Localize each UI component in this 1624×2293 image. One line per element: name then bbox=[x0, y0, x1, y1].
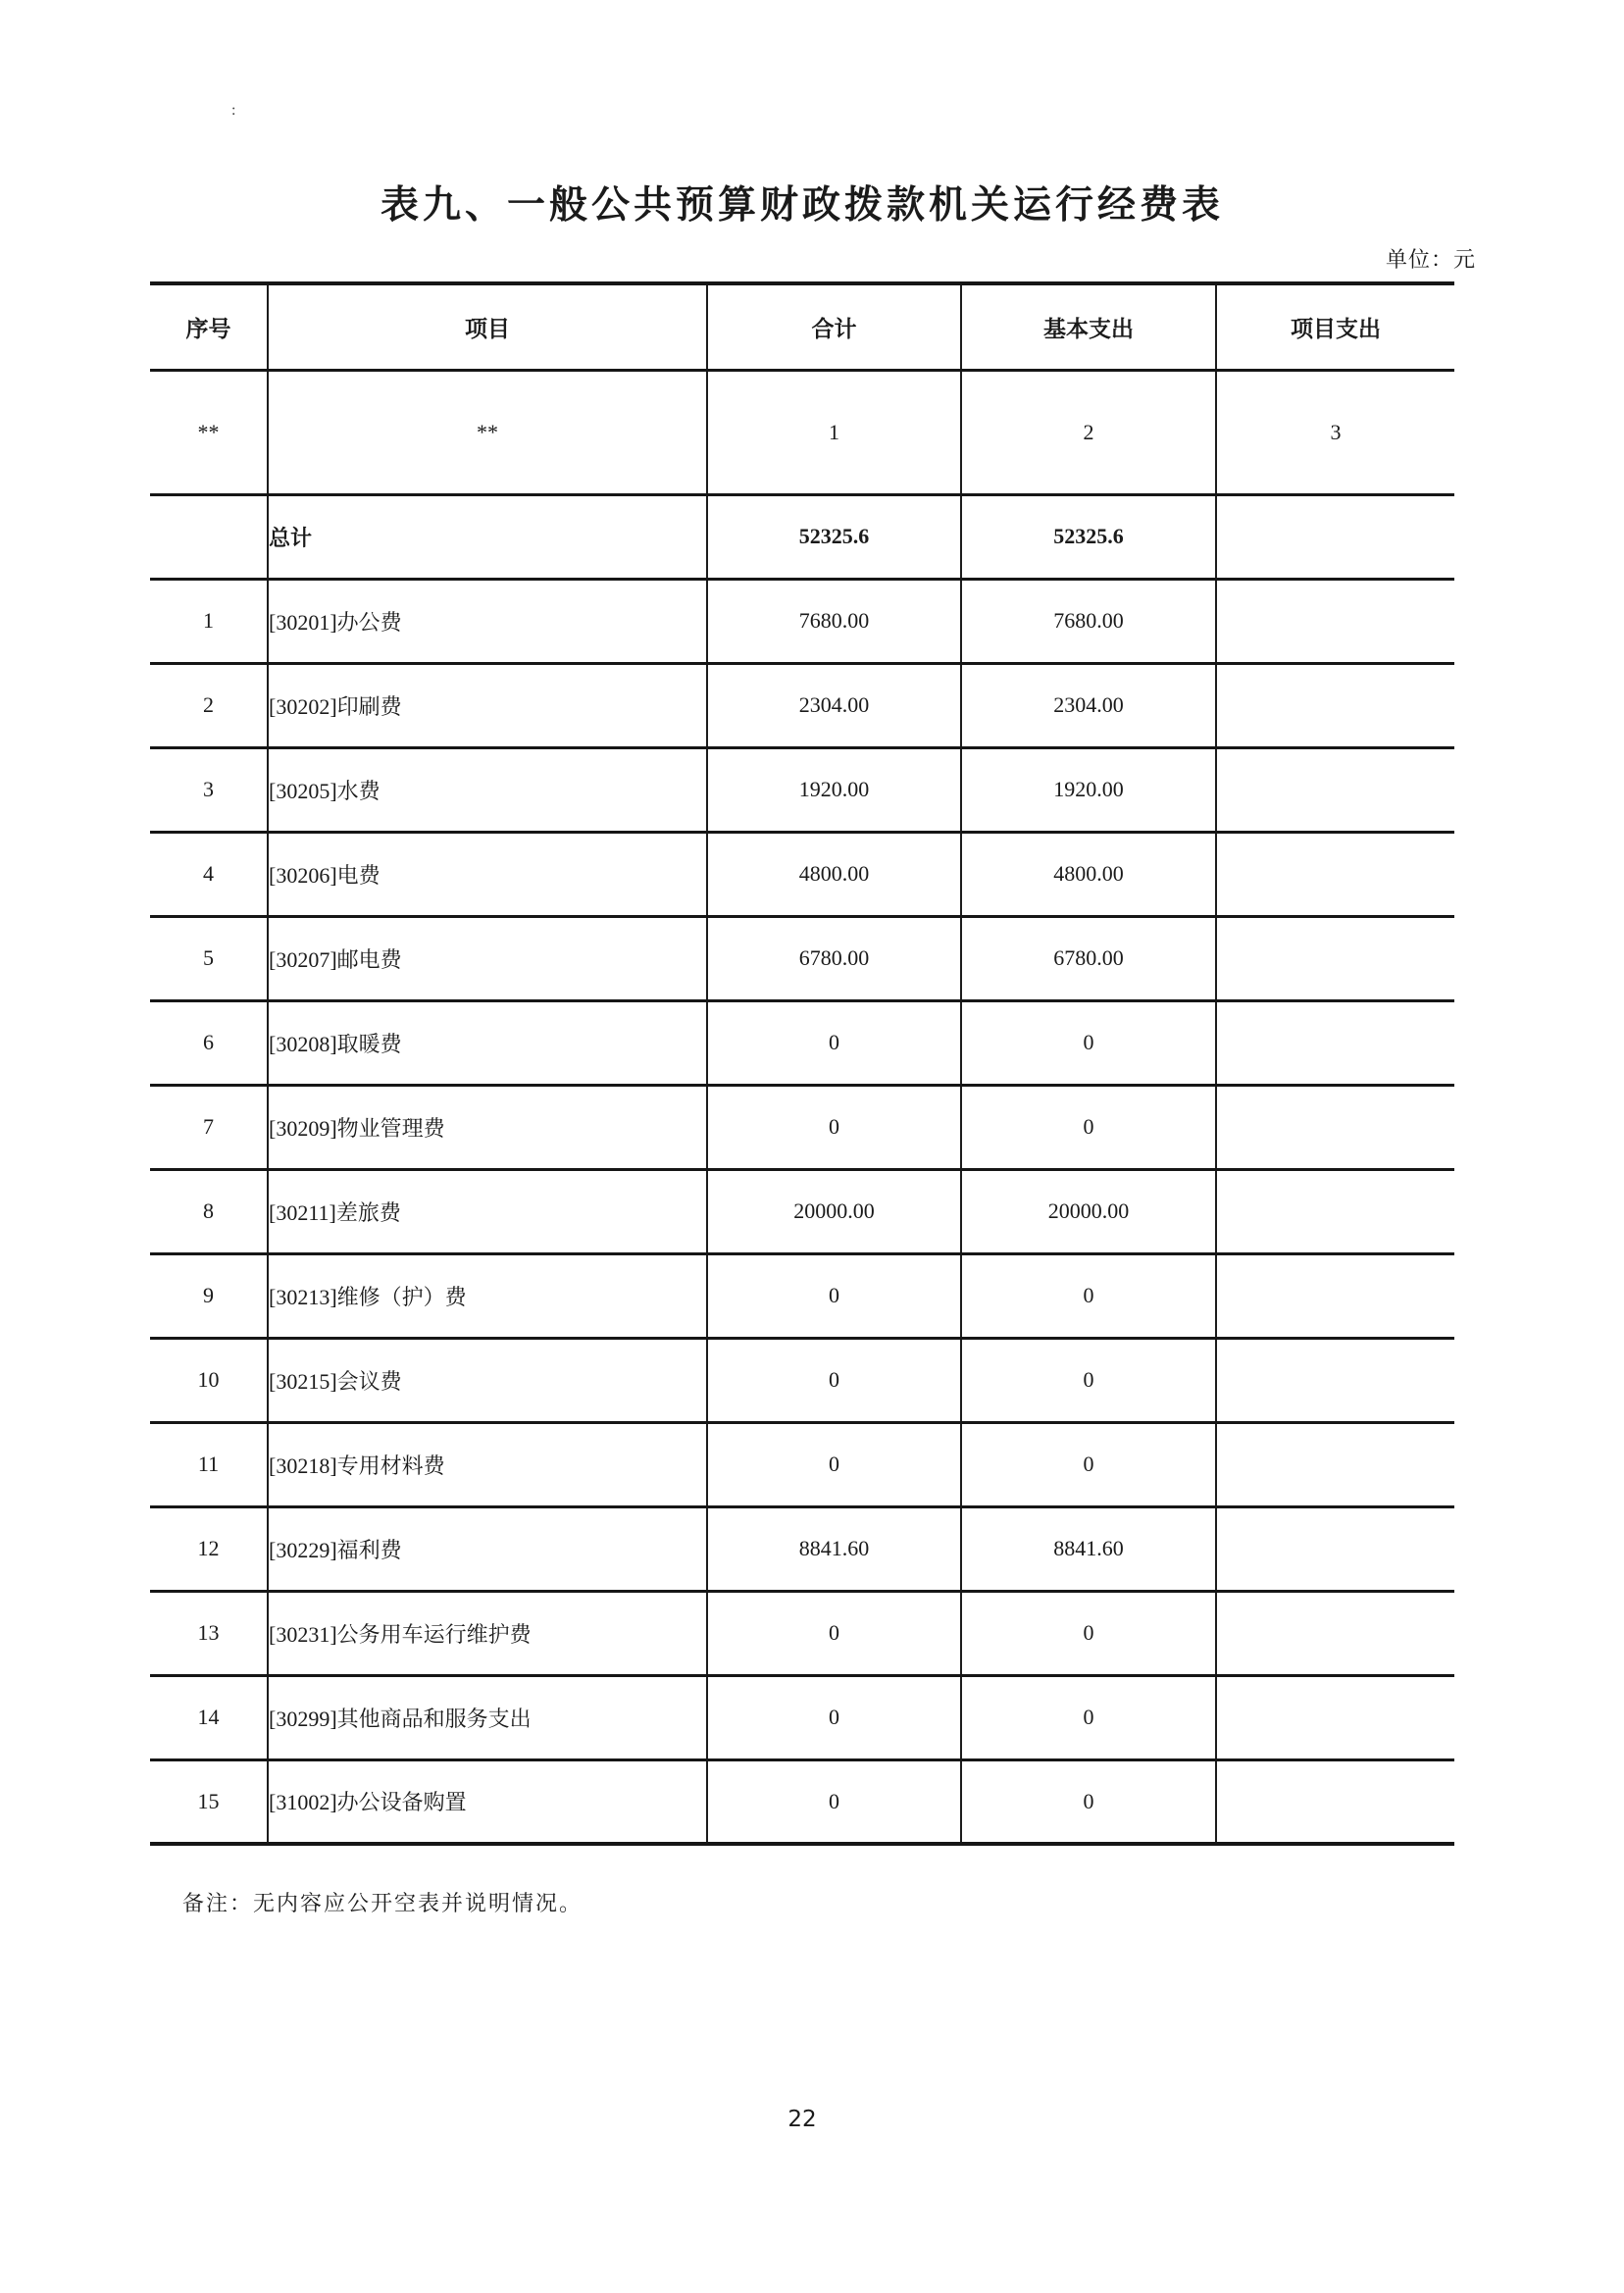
code-cell: ** bbox=[268, 370, 707, 494]
seq-cell: 12 bbox=[150, 1506, 268, 1591]
item-cell: [30299]其他商品和服务支出 bbox=[268, 1675, 707, 1759]
page-title: 表九、一般公共预算财政拨款机关运行经费表 bbox=[380, 184, 1224, 227]
item-cell: [31002]办公设备购置 bbox=[268, 1759, 707, 1844]
item-cell: 总计 bbox=[268, 494, 707, 579]
seq-cell: 4 bbox=[150, 832, 268, 916]
project-cell bbox=[1216, 1000, 1454, 1085]
seq-cell: 6 bbox=[150, 1000, 268, 1085]
total-cell: 0 bbox=[707, 1000, 961, 1085]
basic-cell: 4800.00 bbox=[961, 832, 1216, 916]
table-header-row bbox=[150, 283, 1454, 370]
total-cell: 0 bbox=[707, 1759, 961, 1844]
scan-artifact: : bbox=[231, 102, 236, 119]
basic-cell: 2304.00 bbox=[961, 663, 1216, 747]
table-row bbox=[150, 1675, 1454, 1759]
total-cell: 0 bbox=[707, 1675, 961, 1759]
project-cell bbox=[1216, 494, 1454, 579]
project-cell bbox=[1216, 579, 1454, 663]
basic-cell: 0 bbox=[961, 1675, 1216, 1759]
seq-cell: 15 bbox=[150, 1759, 268, 1844]
table-row bbox=[150, 494, 1454, 579]
item-cell: [30231]公务用车运行维护费 bbox=[268, 1591, 707, 1675]
seq-cell: 5 bbox=[150, 916, 268, 1000]
column-code-row bbox=[150, 370, 1454, 494]
table-row bbox=[150, 1338, 1454, 1422]
basic-cell: 0 bbox=[961, 1422, 1216, 1506]
table-row bbox=[150, 1506, 1454, 1591]
seq-cell: 11 bbox=[150, 1422, 268, 1506]
total-cell: 2304.00 bbox=[707, 663, 961, 747]
item-cell: [30229]福利费 bbox=[268, 1506, 707, 1591]
table-row bbox=[150, 579, 1454, 663]
total-cell: 0 bbox=[707, 1085, 961, 1169]
code-cell: 2 bbox=[961, 370, 1216, 494]
seq-cell: 2 bbox=[150, 663, 268, 747]
basic-cell: 1920.00 bbox=[961, 747, 1216, 832]
project-cell bbox=[1216, 1085, 1454, 1169]
item-cell: [30208]取暖费 bbox=[268, 1000, 707, 1085]
item-cell: [30206]电费 bbox=[268, 832, 707, 916]
item-cell: [30215]会议费 bbox=[268, 1338, 707, 1422]
total-cell: 0 bbox=[707, 1253, 961, 1338]
total-cell: 7680.00 bbox=[707, 579, 961, 663]
project-cell bbox=[1216, 1591, 1454, 1675]
basic-cell: 0 bbox=[961, 1085, 1216, 1169]
table-row bbox=[150, 1253, 1454, 1338]
item-cell: [30201]办公费 bbox=[268, 579, 707, 663]
column-header-item: 项目 bbox=[268, 283, 707, 370]
basic-cell: 0 bbox=[961, 1591, 1216, 1675]
table-row bbox=[150, 1169, 1454, 1253]
basic-cell: 0 bbox=[961, 1759, 1216, 1844]
basic-cell: 8841.60 bbox=[961, 1506, 1216, 1591]
total-cell: 20000.00 bbox=[707, 1169, 961, 1253]
code-cell: 3 bbox=[1216, 370, 1454, 494]
total-cell: 1920.00 bbox=[707, 747, 961, 832]
table-row bbox=[150, 916, 1454, 1000]
table-row bbox=[150, 1591, 1454, 1675]
project-cell bbox=[1216, 663, 1454, 747]
seq-cell: 3 bbox=[150, 747, 268, 832]
project-cell bbox=[1216, 1422, 1454, 1506]
total-cell: 4800.00 bbox=[707, 832, 961, 916]
basic-cell: 0 bbox=[961, 1253, 1216, 1338]
project-cell bbox=[1216, 747, 1454, 832]
item-cell: [30213]维修（护）费 bbox=[268, 1253, 707, 1338]
expense-table bbox=[150, 281, 1454, 1846]
seq-cell: 9 bbox=[150, 1253, 268, 1338]
column-header-total: 合计 bbox=[707, 283, 961, 370]
project-cell bbox=[1216, 1169, 1454, 1253]
total-cell: 0 bbox=[707, 1338, 961, 1422]
code-cell: 1 bbox=[707, 370, 961, 494]
project-cell bbox=[1216, 1675, 1454, 1759]
table-row bbox=[150, 1085, 1454, 1169]
item-cell: [30209]物业管理费 bbox=[268, 1085, 707, 1169]
seq-cell: 13 bbox=[150, 1591, 268, 1675]
project-cell bbox=[1216, 832, 1454, 916]
item-cell: [30202]印刷费 bbox=[268, 663, 707, 747]
code-cell: ** bbox=[150, 370, 268, 494]
table-row bbox=[150, 747, 1454, 832]
basic-cell: 52325.6 bbox=[961, 494, 1216, 579]
table-row bbox=[150, 663, 1454, 747]
seq-cell bbox=[150, 494, 268, 579]
total-cell: 0 bbox=[707, 1591, 961, 1675]
seq-cell: 1 bbox=[150, 579, 268, 663]
project-cell bbox=[1216, 1759, 1454, 1844]
total-cell: 0 bbox=[707, 1422, 961, 1506]
project-cell bbox=[1216, 1506, 1454, 1591]
table-row bbox=[150, 1422, 1454, 1506]
column-header-seq: 序号 bbox=[150, 283, 268, 370]
total-cell: 52325.6 bbox=[707, 494, 961, 579]
basic-cell: 0 bbox=[961, 1000, 1216, 1085]
project-cell bbox=[1216, 1253, 1454, 1338]
table-row bbox=[150, 1000, 1454, 1085]
table-row bbox=[150, 832, 1454, 916]
basic-cell: 0 bbox=[961, 1338, 1216, 1422]
basic-cell: 7680.00 bbox=[961, 579, 1216, 663]
project-cell bbox=[1216, 916, 1454, 1000]
item-cell: [30218]专用材料费 bbox=[268, 1422, 707, 1506]
seq-cell: 14 bbox=[150, 1675, 268, 1759]
item-cell: [30211]差旅费 bbox=[268, 1169, 707, 1253]
footnote: 备注：无内容应公开空表并说明情况。 bbox=[182, 1891, 584, 1915]
item-cell: [30207]邮电费 bbox=[268, 916, 707, 1000]
unit-label: 单位：元 bbox=[1385, 247, 1476, 272]
table-body bbox=[150, 370, 1454, 1844]
page-number: 22 bbox=[787, 2107, 817, 2132]
column-header-basic: 基本支出 bbox=[961, 283, 1216, 370]
column-header-project: 项目支出 bbox=[1216, 283, 1454, 370]
basic-cell: 6780.00 bbox=[961, 916, 1216, 1000]
total-cell: 6780.00 bbox=[707, 916, 961, 1000]
table-row bbox=[150, 1759, 1454, 1844]
seq-cell: 8 bbox=[150, 1169, 268, 1253]
basic-cell: 20000.00 bbox=[961, 1169, 1216, 1253]
project-cell bbox=[1216, 1338, 1454, 1422]
total-cell: 8841.60 bbox=[707, 1506, 961, 1591]
seq-cell: 7 bbox=[150, 1085, 268, 1169]
item-cell: [30205]水费 bbox=[268, 747, 707, 832]
seq-cell: 10 bbox=[150, 1338, 268, 1422]
